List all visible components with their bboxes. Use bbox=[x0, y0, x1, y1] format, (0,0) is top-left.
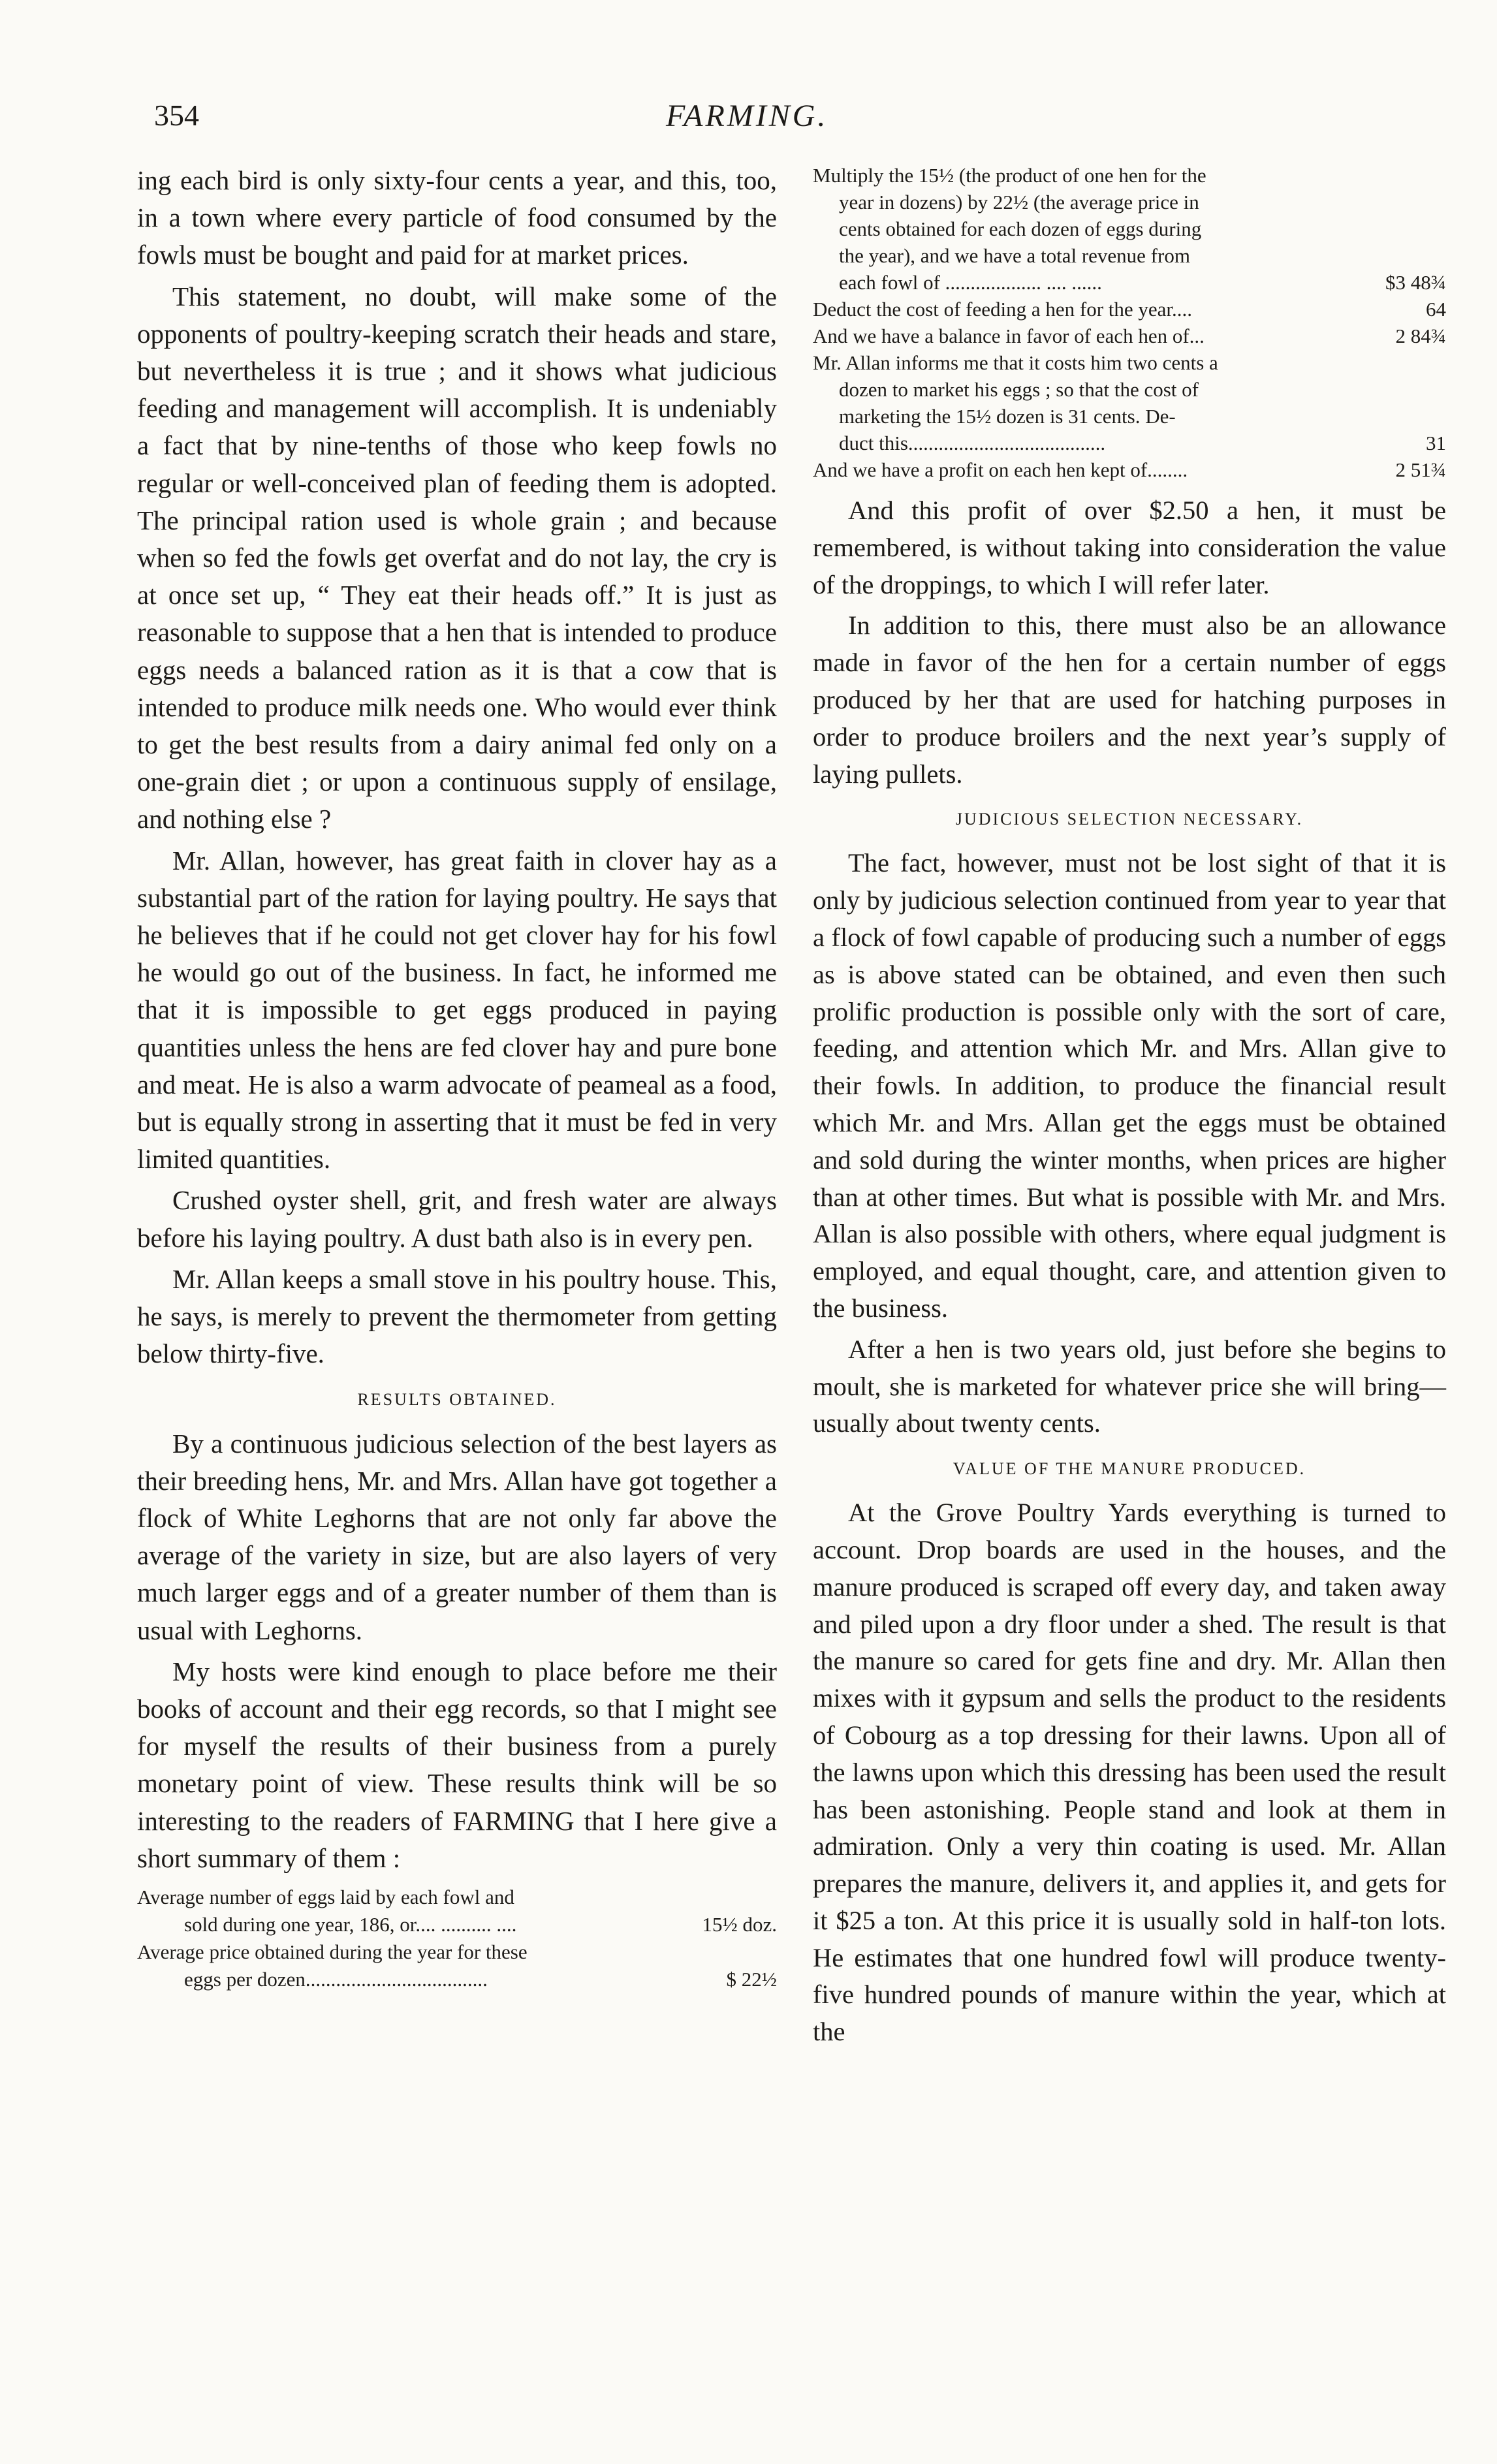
calc-row bbox=[813, 403, 1446, 430]
calc-text: Deduct the cost of feeding a hen for the year.... bbox=[813, 298, 1193, 321]
calc-amount: 64 bbox=[1426, 298, 1446, 321]
calc-amount: $3 48¾ bbox=[1385, 271, 1446, 294]
calc-amount: 31 bbox=[1426, 432, 1446, 454]
calc-row bbox=[813, 430, 1446, 456]
section-heading-manure: VALUE OF THE MANURE PRODUCED. bbox=[953, 1459, 1306, 1479]
paragraph: The fact, however, must not be lost sight of that it is only by judicious selection continued from year to year that a flock of fowl capable of producing such a number of eggs as is above stated can be obtained, and even then such prolific production is possible only with the sort of care, feeding, and attention which Mr. and Mrs. Allan give to their fowls. In addition, to produce the financial result which Mr. and Mrs. Allan get the eggs must be obtained and sold during the winter months, when prices are higher than at other times. But what is possible with Mr. and Mrs. Allan is also possible with others, where equal judgment is employed, and equal thought, care, and attention given to the business. bbox=[813, 848, 1446, 1323]
paragraph: ing each bird is only sixty-four cents a year, and this, too, in a town where every particle of food consumed by the fowls must be bought and paid for at market prices. bbox=[137, 165, 777, 270]
paragraph: At the Grove Poultry Yards everything is turned to account. Drop boards are used in the houses, and the manure produced is scraped off every day, and taken away and piled upon a dry floor under a shed. The result is that the manure so cared for gets fine and dry. Mr. Allan then mixes with it gypsum and sells the product to the residents of Cobourg as a top dressing for their lawns. Upon all of the lawns upon which this dressing has been used the result has been astonishing. People stand and look at them in admiration. Only a very thin coating is used. Mr. Allan prepares the manure, delivers it, and applies it, and gets for it $25 a ton. At this price it is usually sold in half-ton lots. He estimates that one hundred fowl will produce twenty-five hundred pounds of manure within the year, which at the bbox=[813, 1498, 1446, 2047]
paragraph: My hosts were kind enough to place before me their books of account and their egg records, so that I might see for myself the results of their business from a purely monetary point of view. These results think will be so interesting to the readers of FARMING that I here give a short summary of them : bbox=[137, 1656, 777, 1873]
calc-text: year in dozens) by 22½ (the average price in bbox=[839, 191, 1199, 213]
ledger-amount: $ 22½ bbox=[726, 1967, 777, 1991]
ledger-row bbox=[137, 1938, 777, 1966]
calc-text: cents obtained for each dozen of eggs during bbox=[839, 217, 1202, 240]
egg-ledger bbox=[137, 1884, 777, 1993]
calc-text: marketing the 15½ dozen is 31 cents. De- bbox=[839, 405, 1176, 428]
ledger-row bbox=[137, 1884, 777, 1911]
ledger-row bbox=[137, 1911, 777, 1938]
ledger-row bbox=[137, 1966, 777, 1993]
paragraph: Mr. Allan, however, has great faith in clover hay as a substantial part of the ration for laying poultry. He says that he believes that if he could not get clover hay for his fowl he would go out of the business. In fact, he informed me that it is impossible to get eggs produced in paying quantities unless the hens are fed clover hay and pure bone and meat. He is also a warm advocate of peameal as a food, but is equally strong in asserting that it must be fed in very limited quantities. bbox=[137, 845, 777, 1175]
paragraph: In addition to this, there must also be an allowance made in favor of the hen for a certain number of eggs produced by her that are used for hatching purposes in order to produce broilers and the next year’s supply of laying pullets. bbox=[813, 610, 1446, 789]
calc-row bbox=[813, 162, 1446, 189]
calc-text: duct this....................................... bbox=[839, 432, 1106, 454]
calc-row bbox=[813, 456, 1446, 483]
calc-row bbox=[813, 349, 1446, 376]
calc-text: And we have a balance in favor of each hen of... bbox=[813, 324, 1205, 347]
calc-amount: 2 84¾ bbox=[1395, 324, 1446, 347]
page-number: 354 bbox=[154, 99, 199, 132]
paragraph: This statement, no doubt, will make some of the opponents of poultry-keeping scratch their heads and stare, but nevertheless it is true ; and it shows what judicious feeding and management will accomplish. It is undeniably a fact that by nine-tenths of those who keep fowls no regular or well-conceived plan of feeding them is adopted. The principal ration used is whole grain ; and because when so fed the fowls get overfat and do not lay, the cry is at once set up, “ They eat their heads off.” It is just as reasonable to suppose that a hen that is intended to produce eggs needs a balanced ration as it is that a cow that is intended to produce milk needs one. Who would ever think to get the best results from a dairy animal fed only on a one-grain diet ; or upon a continuous supply of ensilage, and nothing else ? bbox=[137, 281, 777, 834]
paragraph: Mr. Allan keeps a small stove in his poultry house. This, he says, is merely to prevent the thermometer from getting below thirty-five. bbox=[137, 1263, 777, 1369]
calc-row bbox=[813, 323, 1446, 349]
profit-calculation bbox=[813, 162, 1446, 483]
ledger-text: Average price obtained during the year for these bbox=[137, 1940, 528, 1963]
running-title: FARMING. bbox=[666, 99, 828, 133]
section-heading-selection: JUDICIOUS SELECTION NECESSARY. bbox=[955, 810, 1304, 829]
calc-row bbox=[813, 189, 1446, 215]
calc-row bbox=[813, 269, 1446, 296]
calc-text: dozen to market his eggs ; so that the cost of bbox=[839, 378, 1199, 401]
calc-amount: 2 51¾ bbox=[1395, 458, 1446, 481]
left-column bbox=[137, 162, 777, 1993]
calc-row bbox=[813, 376, 1446, 403]
calc-row bbox=[813, 242, 1446, 269]
calc-row bbox=[813, 296, 1446, 323]
calc-row bbox=[813, 215, 1446, 242]
paragraph: By a continuous judicious selection of the best layers as their breeding hens, Mr. and Mrs. Allan have got together a flock of White Leghorns that are not only far above the average of the variety in size, but are also layers of very much larger eggs and of a greater number of them than is usual with Leghorns. bbox=[137, 1428, 777, 1645]
ledger-text: Average number of eggs laid by each fowl and bbox=[137, 1885, 514, 1908]
calc-text: Mr. Allan informs me that it costs him two cents a bbox=[813, 351, 1218, 374]
paragraph: And this profit of over $2.50 a hen, it must be remembered, is without taking into consideration the value of the droppings, to which I will refer later. bbox=[813, 496, 1446, 599]
ledger-text: eggs per dozen.................................... bbox=[184, 1967, 488, 1991]
section-heading-results: RESULTS OBTAINED. bbox=[357, 1389, 557, 1409]
ledger-amount: 15½ doz. bbox=[702, 1912, 777, 1936]
ledger-text: sold during one year, 186, or.... .......... .... bbox=[184, 1912, 517, 1936]
paragraph: Crushed oyster shell, grit, and fresh water are always before his laying poultry. A dust bath also is in every pen. bbox=[137, 1185, 777, 1253]
page-header bbox=[0, 98, 1497, 144]
calc-text: the year), and we have a total revenue from bbox=[839, 244, 1190, 267]
right-column bbox=[813, 162, 1446, 2055]
calc-text: And we have a profit on each hen kept of........ bbox=[813, 458, 1188, 481]
calc-text: each fowl of ................... .... ...... bbox=[839, 271, 1102, 294]
paragraph: After a hen is two years old, just before she begins to moult, she is marketed for whatever price she will bring—usually about twenty cents. bbox=[813, 1334, 1446, 1438]
calc-text: Multiply the 15½ (the product of one hen for the bbox=[813, 164, 1206, 187]
